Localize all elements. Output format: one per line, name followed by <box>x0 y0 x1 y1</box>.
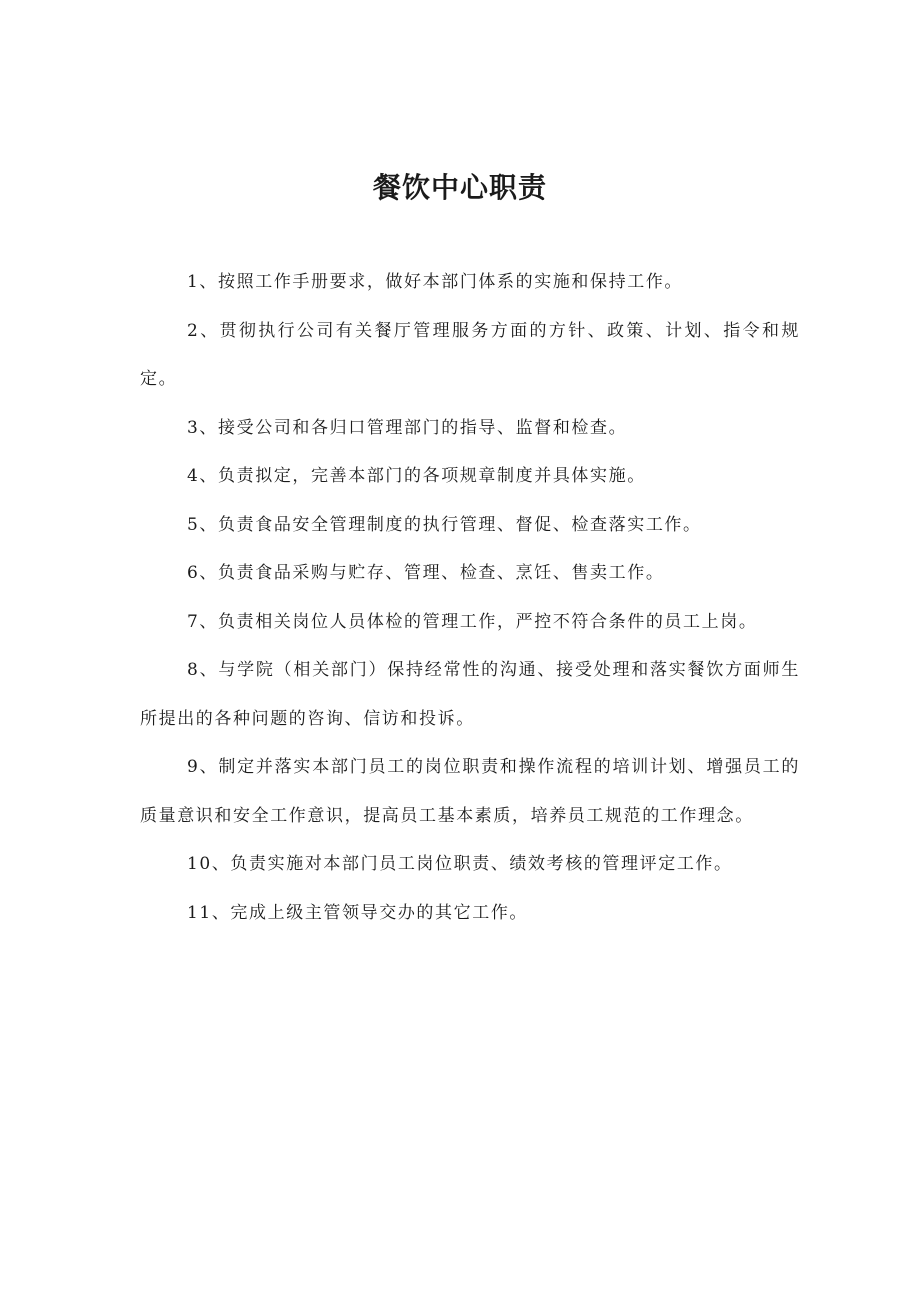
duty-item-10: 10、负责实施对本部门员工岗位职责、绩效考核的管理评定工作。 <box>187 854 733 874</box>
duty-item-7: 7、负责相关岗位人员体检的管理工作，严控不符合条件的员工上岗。 <box>187 611 758 632</box>
duty-item-6: 6、负责食品采购与贮存、管理、检查、烹饪、售卖工作。 <box>187 563 665 583</box>
duty-item-9: 9、制定并落实本部门员工的岗位职责和操作流程的培训计划、增强员工的质量意识和安全工作意识，提高员工基本素质，培养员工规范的工作理念。 <box>140 757 800 826</box>
duty-item-5: 5、负责食品安全管理制度的执行管理、督促、检查落实工作。 <box>187 514 702 535</box>
duty-item-8: 8、与学院（相关部门）保持经常性的沟通、接受处理和落实餐饮方面师生所提出的各种问题的咨询、信访和投诉。 <box>140 660 800 729</box>
document-title: 餐饮中心职责 <box>372 171 547 204</box>
duty-item-1: 1、按照工作手册要求，做好本部门体系的实施和保持工作。 <box>187 272 684 292</box>
duty-item-2: 2、贯彻执行公司有关餐厅管理服务方面的方针、政策、计划、指令和规定。 <box>140 320 800 389</box>
duties-list <box>140 258 800 937</box>
duty-item-4: 4、负责拟定，完善本部门的各项规章制度并具体实施。 <box>187 466 646 486</box>
duty-item-3: 3、接受公司和各归口管理部门的指导、监督和检查。 <box>187 417 628 438</box>
duty-item-11: 11、完成上级主管领导交办的其它工作。 <box>187 902 529 923</box>
